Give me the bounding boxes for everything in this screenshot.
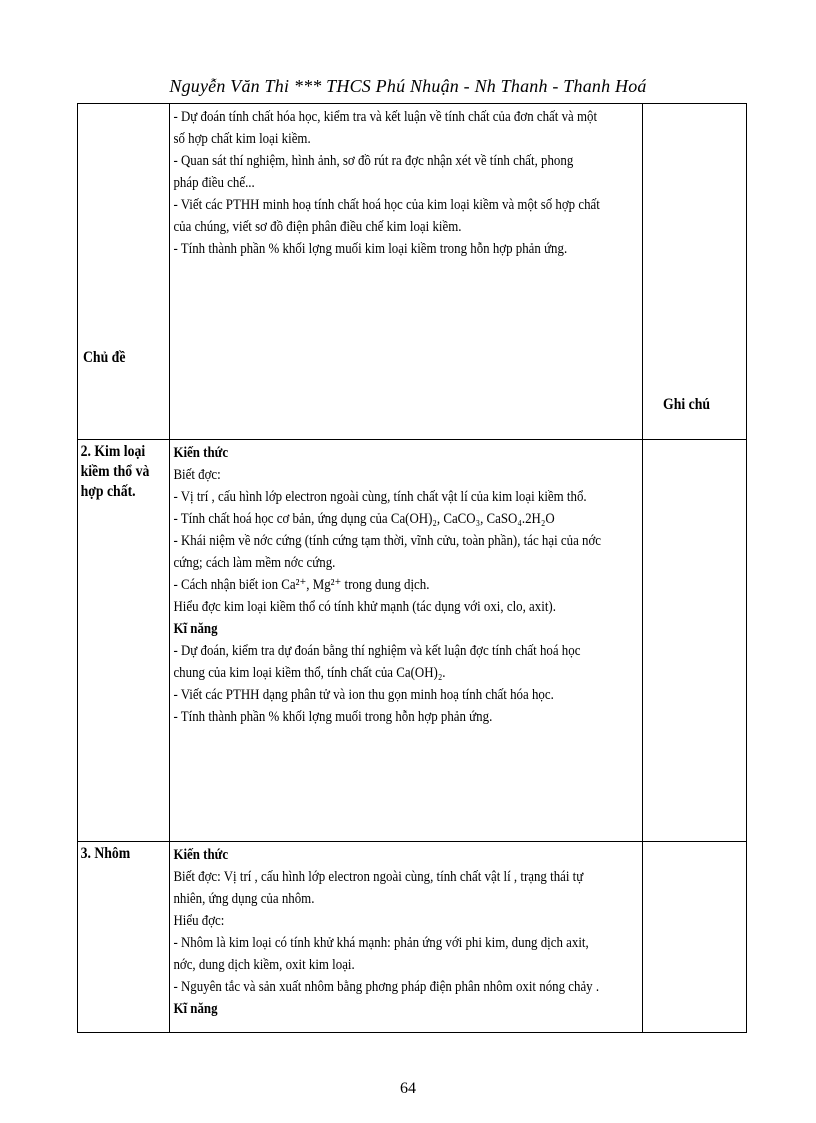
list-item: - Nguyên tắc và sản xuất nhôm bằng phơng pháp điện phân nhôm oxit nóng chảy . — [173, 979, 600, 995]
topic-title: 3. Nhôm — [80, 845, 131, 862]
table-row — [78, 440, 747, 842]
topic-header-cell — [78, 104, 170, 440]
list-item: chung của kim loại kiềm thổ, tính chất của Ca(OH)₂. — [173, 665, 446, 681]
content-table — [77, 103, 747, 1033]
list-item: Hiểu đợc kim loại kiềm thổ có tính khử mạnh (tác dụng với oxi, clo, axit). — [173, 599, 557, 615]
topic-cell — [78, 440, 170, 842]
page-number: 64 — [400, 1080, 416, 1097]
list-item: - Viết các PTHH minh hoạ tính chất hoá học của kim loại kiềm và một số hợp chất — [173, 197, 601, 213]
topic-content — [170, 440, 641, 728]
list-item: pháp điều chế... — [173, 175, 256, 191]
content-cell — [170, 104, 642, 440]
note-column-label: Ghi chú — [662, 396, 710, 413]
list-item: - Cách nhận biết ion Ca²⁺, Mg²⁺ trong dung dịch. — [173, 577, 430, 593]
list-item: số hợp chất kim loại kiềm. — [173, 131, 312, 147]
list-item: - Tính thành phần % khối lợng muối kim loại kiềm trong hỗn hợp phản ứng. — [173, 241, 568, 257]
content-cell — [170, 842, 642, 1033]
topic-column-label: Chủ đề — [83, 349, 126, 366]
table-row — [78, 842, 747, 1033]
list-item: - Viết các PTHH dạng phân tử và ion thu gọn minh hoạ tính chất hóa học. — [173, 687, 555, 703]
list-item: - Dự đoán tính chất hóa học, kiểm tra và kết luận về tính chất của đơn chất và một — [173, 109, 598, 125]
content-cell — [170, 440, 642, 842]
skill-heading: Kĩ năng — [173, 1001, 218, 1017]
list-item: - Quan sát thí nghiệm, hình ảnh, sơ đồ rút ra đợc nhận xét về tính chất, phong — [173, 153, 574, 169]
note-cell — [642, 842, 746, 1033]
note-cell — [642, 440, 746, 842]
list-item: Biết đợc: — [173, 467, 222, 483]
list-item: Biết đợc: Vị trí , cấu hình lớp electron ngoài cùng, tính chất vật lí , trạng thái tự — [173, 869, 584, 885]
topic-cell — [78, 842, 170, 1033]
list-item: Hiểu đợc: — [173, 913, 225, 929]
skills-list — [170, 104, 641, 260]
list-item: - Dự đoán, kiểm tra dự đoán bằng thí nghiệm và kết luận đợc tính chất hoá học — [173, 643, 581, 659]
knowledge-heading: Kiến thức — [173, 445, 229, 461]
table-row — [78, 104, 747, 440]
topic-title: 2. Kim loại kiềm thổ và hợp chất. — [80, 443, 150, 500]
topic-content — [170, 842, 641, 1020]
knowledge-heading: Kiến thức — [173, 847, 229, 863]
list-item: của chúng, viết sơ đồ điện phân điều chế kim loại kiềm. — [173, 219, 462, 235]
list-item: nớc, dung dịch kiềm, oxit kim loại. — [173, 957, 356, 973]
list-item: - Tính chất hoá học cơ bản, ứng dụng của Ca(OH)₂, CaCO₃, CaSO₄.2H₂O — [173, 511, 556, 527]
list-item: - Vị trí , cấu hình lớp electron ngoài cùng, tính chất vật lí của kim loại kiềm thổ. — [173, 489, 588, 505]
note-header-cell — [642, 104, 746, 440]
list-item: - Khái niệm về nớc cứng (tính cứng tạm thời, vĩnh cửu, toàn phần), tác hại của nớc — [173, 533, 602, 549]
list-item: - Nhôm là kim loại có tính khử khá mạnh: phản ứng với phi kim, dung dịch axit, — [173, 935, 590, 951]
list-item: cứng; cách làm mềm nớc cứng. — [173, 555, 336, 571]
page-header: Nguyễn Văn Thi *** THCS Phú Nhuận - Nh Thanh - Thanh Hoá — [169, 76, 647, 96]
skill-heading: Kĩ năng — [173, 621, 218, 637]
list-item: - Tính thành phần % khối lợng muối trong hỗn hợp phản ứng. — [173, 709, 493, 725]
list-item: nhiên, ứng dụng của nhôm. — [173, 891, 315, 907]
